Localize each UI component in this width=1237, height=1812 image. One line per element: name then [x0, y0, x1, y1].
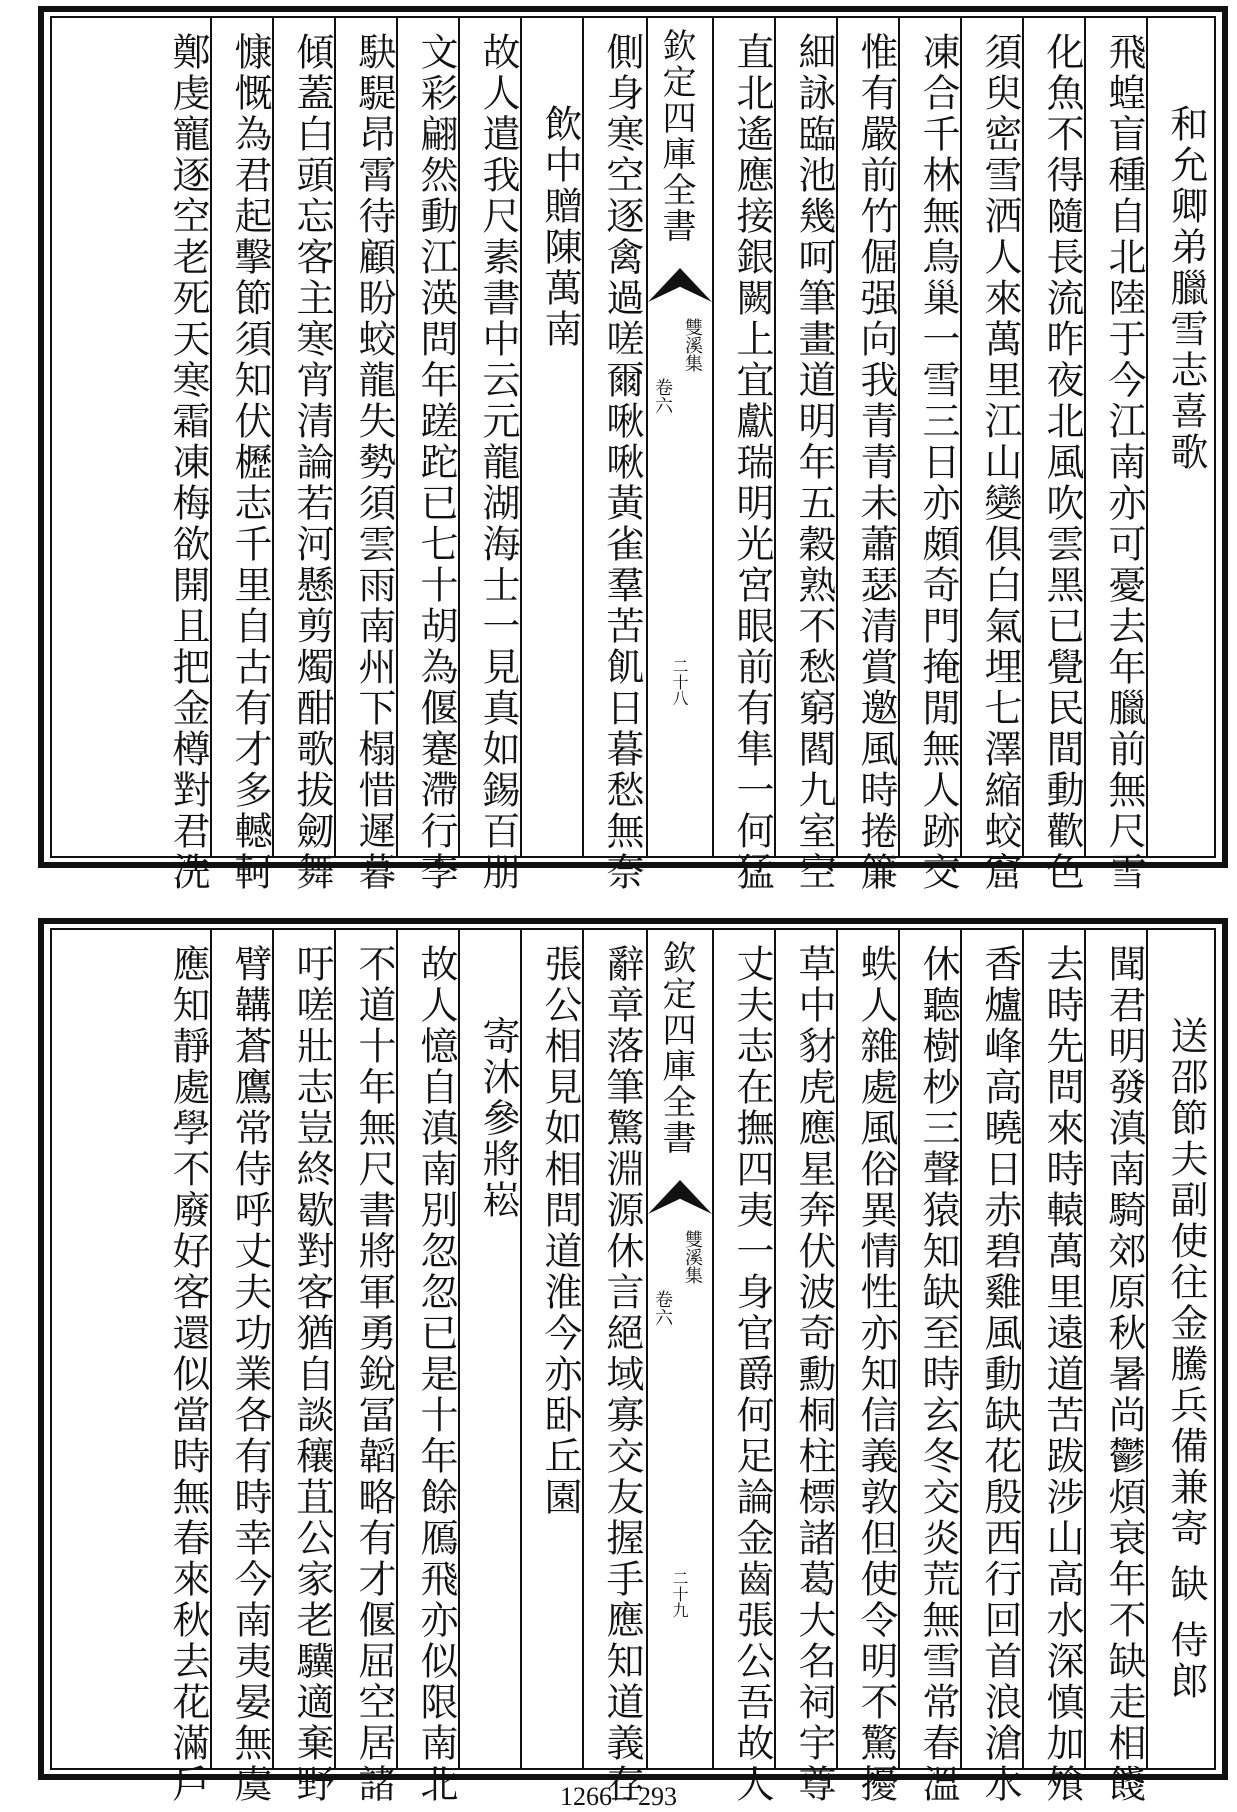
- text-column: 傾蓋白頭忘客主寒宵清論若河懸剪燭酣歌拔劒舞: [290, 32, 334, 893]
- column-rule: [210, 18, 212, 856]
- gutter-juan: 卷六: [652, 1290, 673, 1326]
- text-column: 辭章落筆驚淵源休言絕域寡交友握手應知道義存: [600, 944, 644, 1805]
- text-column: 細詠臨池幾呵筆畫道明年五穀熟不愁窮閻九室空: [792, 32, 836, 893]
- poem-title: 飲中贈陳萬南: [538, 104, 582, 350]
- column-rule: [272, 930, 274, 1768]
- text-column: 不道十年無尺書將軍勇銳冨韜略有才偃屈空居諸: [352, 944, 396, 1805]
- gutter-rule-left: [646, 18, 648, 856]
- gutter-rule-right: [712, 930, 714, 1768]
- upper-page: [38, 6, 1228, 893]
- column-rule: [1084, 18, 1086, 856]
- poem-title: 送邵節夫副使往金騰兵備兼寄 缺 侍郎: [1164, 1016, 1208, 1703]
- text-column: 臂韝蒼鷹常侍呼丈夫功業各有時幸今南夷晏無虞: [228, 944, 272, 1805]
- text-column: 草中豺虎應星奔伏波奇勳桐柱標諸葛大名祠宇尊: [792, 944, 836, 1805]
- column-rule: [1084, 930, 1086, 1768]
- gutter-folio: 二十九: [670, 1570, 689, 1618]
- text-column: 去時先問來時轅萬里遠道苦跋涉山高水深慎加飧: [1040, 944, 1084, 1805]
- text-column: 吁嗟壯志豈終歇對客猶自談穰苴公家老驥適棄野: [290, 944, 334, 1805]
- text-column: 故人遣我尺素書中云元龍湖海士一見真如錫百朋: [476, 32, 520, 893]
- gutter-book-title: 雙溪集: [682, 318, 703, 372]
- page-number: 1266—293: [560, 1782, 677, 1811]
- column-rule: [210, 930, 212, 1768]
- column-rule: [898, 930, 900, 1768]
- text-column: 故人憶自滇南別忽忽已是十年餘鴈飛亦似限南北: [414, 944, 458, 1805]
- column-rule: [774, 18, 776, 856]
- text-column: 聞君明發滇南騎郊原秋暑尚鬱煩衰年不缺走相餞: [1102, 944, 1146, 1805]
- poem-title: 和允卿弟臘雪志喜歌: [1164, 104, 1208, 473]
- text-column: 側身寒空逐禽過嗟爾啾啾黃雀羣苦飢日暮愁無奈: [600, 32, 644, 893]
- column-rule: [960, 930, 962, 1768]
- upper-page-frame: [50, 16, 1216, 893]
- gutter-book-title: 雙溪集: [682, 1230, 703, 1284]
- column-rule: [458, 930, 460, 1768]
- text-column: 直北遙應接銀闕上宜獻瑞明光宮眼前有隼一何猛: [730, 32, 774, 893]
- text-column: 凍合千林無鳥巢一雪三日亦頗奇門掩閒無人跡交: [916, 32, 960, 893]
- column-rule: [582, 18, 584, 856]
- text-column: 張公相見如相問道淮今亦卧丘園: [538, 944, 582, 1518]
- text-column: 慷慨為君起擊節須知伏櫪志千里自古有才多轗軻: [228, 32, 272, 893]
- column-rule: [334, 930, 336, 1768]
- column-rule: [582, 930, 584, 1768]
- text-column: 須臾密雪洒人來萬里江山變俱白氣埋七澤縮蛟窟: [978, 32, 1022, 893]
- text-column: 香爐峰高曉日赤碧雞風動缺花殷西行回首浪滄水: [978, 944, 1022, 1805]
- gutter-rule-left: [646, 930, 648, 1768]
- center-gutter: [646, 18, 714, 856]
- text-column: 化魚不得隨長流昨夜北風吹雲黑已覺民間動歡色: [1040, 32, 1084, 893]
- text-column: 丈夫志在撫四夷一身官爵何足論金齒張公吾故人: [730, 944, 774, 1805]
- column-rule: [1022, 930, 1024, 1768]
- column-rule: [520, 930, 522, 1768]
- gutter-rule-right: [712, 18, 714, 856]
- text-column: 蛈人雜處風俗異情性亦知信義敦但使令明不驚擾: [854, 944, 898, 1805]
- gutter-juan: 卷六: [652, 378, 673, 414]
- text-column: 駃騠昂霄待顧盼蛟龍失勢須雲雨南州下榻惜遲暮: [352, 32, 396, 893]
- gutter-label: 欽定四庫全書: [656, 940, 696, 1156]
- center-gutter: [646, 930, 714, 1768]
- gutter-label: 欽定四庫全書: [656, 28, 696, 244]
- fish-tail-mark-icon: [648, 1180, 712, 1214]
- poem-title: 寄沐參將崧: [476, 1016, 520, 1221]
- column-rule: [396, 18, 398, 856]
- text-column: 惟有嚴前竹倔强向我青青未蕭瑟清賞邀風時捲簾: [854, 32, 898, 893]
- column-rule: [774, 930, 776, 1768]
- text-column: 飛蝗盲種自北陸于今江南亦可憂去年臘前無尺雪: [1102, 32, 1146, 893]
- column-rule: [1146, 930, 1148, 1768]
- text-column: 休聽樹杪三聲猿知缺至時玄冬交炎荒無雪常春溫: [916, 944, 960, 1805]
- text-column: 應知靜處學不廢好客還似當時無春來秋去花滿戶: [166, 944, 210, 1805]
- column-rule: [960, 18, 962, 856]
- fish-tail-mark-icon: [648, 268, 712, 302]
- column-rule: [1146, 18, 1148, 856]
- column-rule: [458, 18, 460, 856]
- column-rule: [836, 18, 838, 856]
- column-rule: [334, 18, 336, 856]
- text-column: 文彩翩然動江渶問年蹉跎已七十胡為偃蹇滯行李: [414, 32, 458, 893]
- column-rule: [272, 18, 274, 856]
- column-rule: [898, 18, 900, 856]
- column-rule: [836, 930, 838, 1768]
- column-rule: [1022, 18, 1024, 856]
- column-rule: [396, 930, 398, 1768]
- column-rule: [520, 18, 522, 856]
- gutter-folio: 二十八: [670, 658, 689, 706]
- text-column: 鄭虔寵逐空老死天寒霜凍梅欲開且把金樽對君洗: [166, 32, 210, 893]
